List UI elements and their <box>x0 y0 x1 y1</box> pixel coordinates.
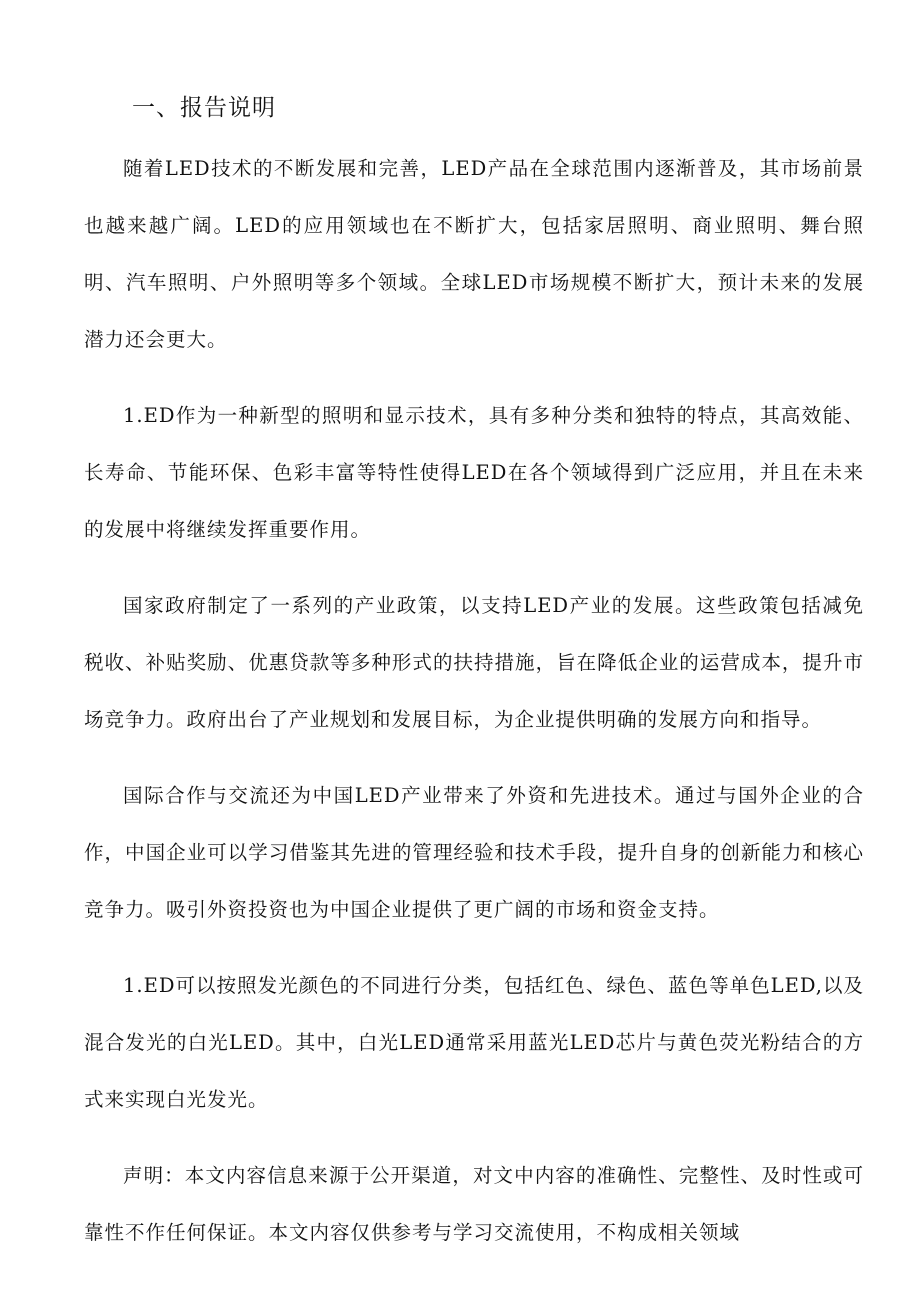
paragraph-led-features: 1.ED作为一种新型的照明和显示技术，具有多种分类和独特的特点，其高效能、长寿命、节能环保、色彩丰富等特性使得LED在各个领域得到广泛应用，并且在未来的发展中将继续发挥重要作用。 <box>84 404 864 541</box>
paragraph-international-cooperation: 国际合作与交流还为中国LED产业带来了外资和先进技术。通过与国外企业的合作，中国企业可以学习借鉴其先进的管理经验和技术手段，提升自身的创新能力和核心竞争力。吸引外资投资也为中国企业提供了更广阔的市场和资金支持。 <box>84 784 864 921</box>
body-text <box>84 140 864 1280</box>
paragraph-led-classification: 1.ED可以按照发光颜色的不同进行分类，包括红色、绿色、蓝色等单色LED,以及混合发光的白光LED。其中，白光LED通常采用蓝光LED芯片与黄色荧光粉结合的方式来实现白光发光。 <box>84 974 864 1111</box>
paragraph-disclaimer: 声明：本文内容信息来源于公开渠道，对文中内容的准确性、完整性、及时性或可靠性不作任何保证。本文内容仅供参考与学习交流使用，不构成相关领域 <box>84 1164 864 1244</box>
paragraph-led-market: 随着LED技术的不断发展和完善，LED产品在全球范围内逐渐普及，其市场前景也越来越广阔。LED的应用领域也在不断扩大，包括家居照明、商业照明、舞台照明、汽车照明、户外照明等多个领域。全球LED市场规模不断扩大，预计未来的发展潜力还会更大。 <box>84 157 864 351</box>
paragraph-government-policy: 国家政府制定了一系列的产业政策，以支持LED产业的发展。这些政策包括减免税收、补贴奖励、优惠贷款等多种形式的扶持措施，旨在降低企业的运营成本，提升市场竞争力。政府出台了产业规划和发展目标，为企业提供明确的发展方向和指导。 <box>84 594 864 731</box>
section-heading: 一、报告说明 <box>132 95 276 121</box>
